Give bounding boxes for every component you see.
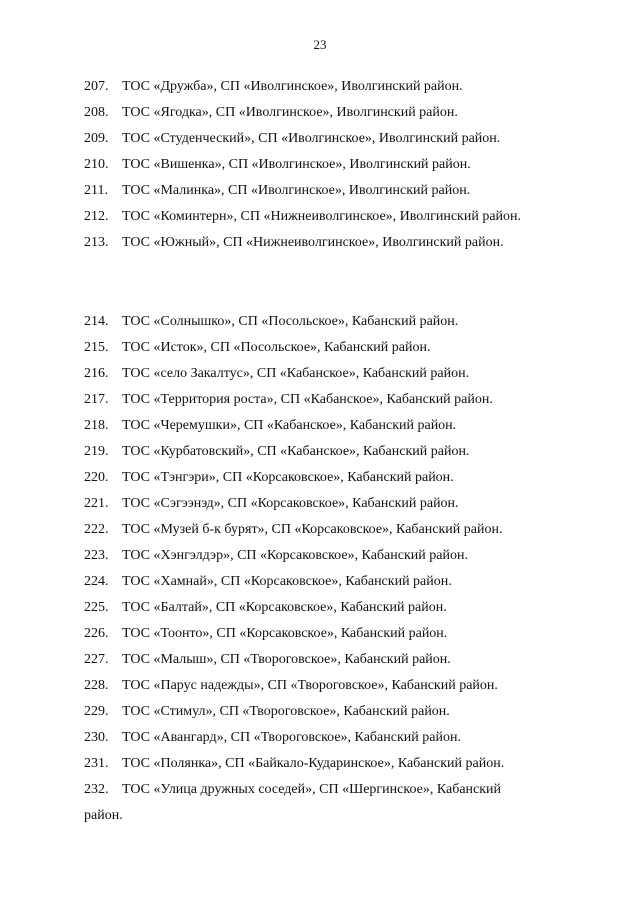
item-text: ТОС «Малинка», СП «Иволгинское», Иволгинский район. <box>122 183 471 198</box>
item-text: ТОС «Вишенка», СП «Иволгинское», Иволгинский район. <box>122 157 471 172</box>
item-number: 225. <box>84 600 109 615</box>
item-number: 215. <box>84 340 109 355</box>
item-number: 230. <box>84 730 109 745</box>
item-number: 229. <box>84 704 109 719</box>
list-item <box>84 782 584 808</box>
list-item <box>84 209 584 235</box>
list-item <box>84 340 584 366</box>
list-item <box>84 574 584 600</box>
item-number: 227. <box>84 652 109 667</box>
item-number: 211. <box>84 183 108 198</box>
item-number: 228. <box>84 678 109 693</box>
item-text: ТОС «Солнышко», СП «Посольское», Кабанский район. <box>122 314 459 329</box>
list-item <box>84 522 584 548</box>
item-text: ТОС «Коминтерн», СП «Нижнеиволгинское», Иволгинский район. <box>122 209 522 224</box>
list-item <box>84 235 584 261</box>
item-text: ТОС «Дружба», СП «Иволгинское», Иволгинский район. <box>122 79 463 94</box>
item-number: 220. <box>84 470 109 485</box>
item-text: ТОС «Ягодка», СП «Иволгинское», Иволгинский район. <box>122 105 458 120</box>
list-item <box>84 600 584 626</box>
item-number: 208. <box>84 105 109 120</box>
item-text: ТОС «Балтай», СП «Корсаковское», Кабанский район. <box>122 600 447 615</box>
item-text: ТОС «Сэгээнэд», СП «Корсаковское», Кабанский район. <box>122 496 459 511</box>
list-item <box>84 157 584 183</box>
item-number: 223. <box>84 548 109 563</box>
list-item <box>84 496 584 522</box>
list-ivolginsky <box>84 79 584 261</box>
item-text: ТОС «Улица дружных соседей», СП «Шергинское», Кабанский <box>122 782 502 797</box>
list-item <box>84 79 584 105</box>
item-text: ТОС «Хэнгэлдэр», СП «Корсаковское», Кабанский район. <box>122 548 468 563</box>
item-number: 210. <box>84 157 109 172</box>
item-text: ТОС «Территория роста», СП «Кабанское», Кабанский район. <box>122 392 493 407</box>
item-text: ТОС «Хамнай», СП «Корсаковское», Кабанский район. <box>122 574 452 589</box>
list-item <box>84 548 584 574</box>
item-text: ТОС «Студенческий», СП «Иволгинское», Иволгинский район. <box>122 131 501 146</box>
item-text: ТОС «Авангард», СП «Твороговское», Кабанский район. <box>122 730 461 745</box>
item-number: 209. <box>84 131 109 146</box>
item-text: ТОС «село Закалтус», СП «Кабанское», Кабанский район. <box>122 366 470 381</box>
item-text: ТОС «Полянка», СП «Байкало-Кударинское», Кабанский район. <box>122 756 505 771</box>
item-number: 212. <box>84 209 109 224</box>
list-item <box>84 678 584 704</box>
item-text: ТОС «Тэнгэри», СП «Корсаковское», Кабанский район. <box>122 470 454 485</box>
item-text-continuation: район. <box>84 808 123 823</box>
item-number: 207. <box>84 79 109 94</box>
item-text: ТОС «Южный», СП «Нижнеиволгинское», Иволгинский район. <box>122 235 504 250</box>
item-number: 218. <box>84 418 109 433</box>
list-item <box>84 366 584 392</box>
list-item <box>84 392 584 418</box>
page-number: 23 <box>313 37 327 52</box>
list-item <box>84 730 584 756</box>
item-number: 213. <box>84 235 109 250</box>
item-number: 216. <box>84 366 109 381</box>
item-text: ТОС «Исток», СП «Посольское», Кабанский район. <box>122 340 431 355</box>
list-item <box>84 314 584 340</box>
list-item <box>84 652 584 678</box>
item-number: 221. <box>84 496 109 511</box>
list-kabansky <box>84 314 584 808</box>
list-item <box>84 105 584 131</box>
item-text: ТОС «Черемушки», СП «Кабанское», Кабанский район. <box>122 418 457 433</box>
list-item <box>84 418 584 444</box>
item-text: ТОС «Малыш», СП «Твороговское», Кабанский район. <box>122 652 451 667</box>
item-number: 222. <box>84 522 109 537</box>
item-number: 226. <box>84 626 109 641</box>
item-number: 232. <box>84 782 109 797</box>
list-item <box>84 183 584 209</box>
list-item <box>84 626 584 652</box>
list-item <box>84 470 584 496</box>
item-number: 217. <box>84 392 109 407</box>
item-number: 214. <box>84 314 109 329</box>
item-text: ТОС «Курбатовский», СП «Кабанское», Кабанский район. <box>122 444 470 459</box>
item-number: 231. <box>84 756 109 771</box>
item-text: ТОС «Парус надежды», СП «Твороговское», Кабанский район. <box>122 678 498 693</box>
item-text: ТОС «Музей б-к бурят», СП «Корсаковское», Кабанский район. <box>122 522 503 537</box>
item-text: ТОС «Тоонто», СП «Корсаковское», Кабанский район. <box>122 626 448 641</box>
item-number: 224. <box>84 574 109 589</box>
list-item <box>84 704 584 730</box>
list-item <box>84 756 584 782</box>
item-number: 219. <box>84 444 109 459</box>
item-text: ТОС «Стимул», СП «Твороговское», Кабанский район. <box>122 704 450 719</box>
list-item <box>84 131 584 157</box>
list-item <box>84 444 584 470</box>
